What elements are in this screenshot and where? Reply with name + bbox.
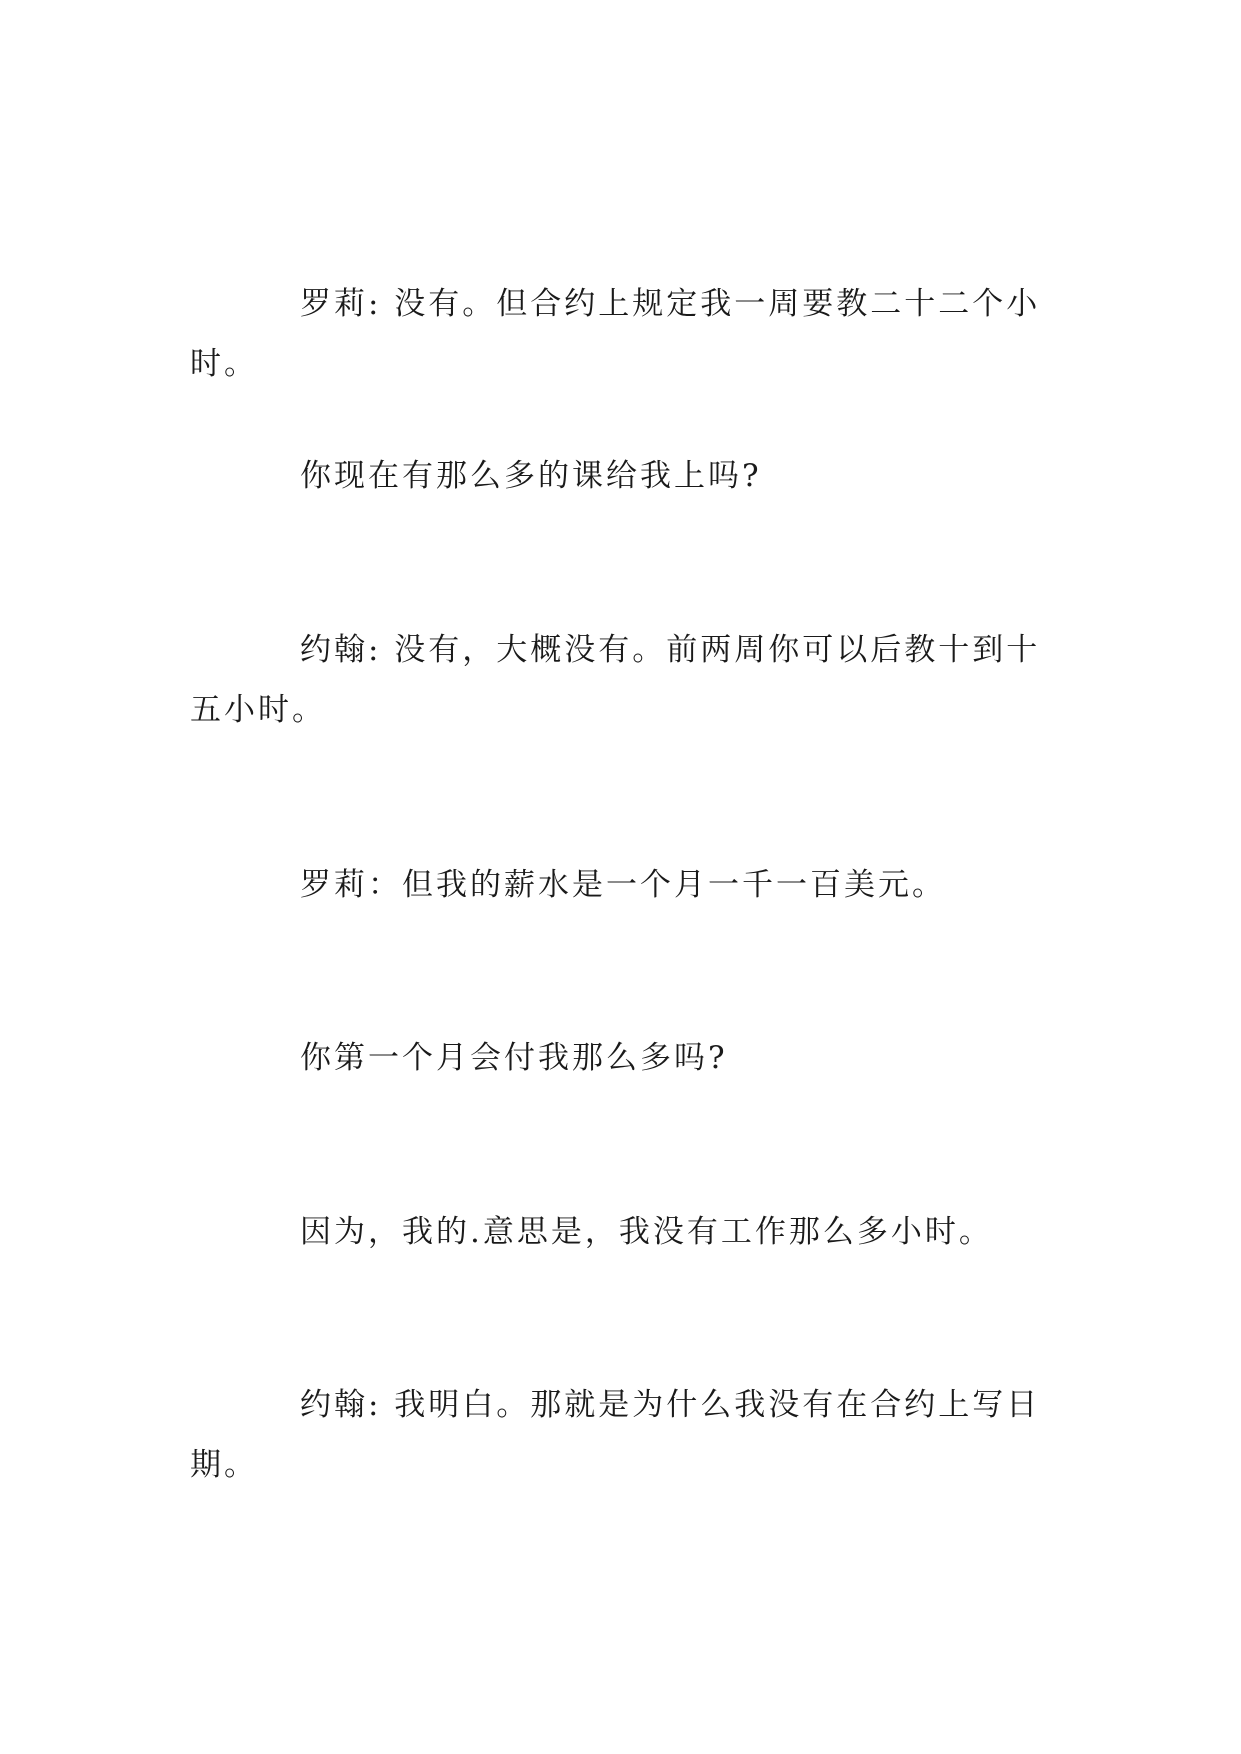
dialogue-paragraph-7: 约翰: 我明白。那就是为什么我没有在合约上写日期。: [190, 1387, 1041, 1483]
dialogue-paragraph-5: 你第一个月会付我那么多吗?: [300, 1040, 728, 1076]
dialogue-paragraph-1: 罗莉: 没有。但合约上规定我一周要教二十二个小时。: [190, 286, 1041, 382]
dialogue-paragraph-3: 约翰: 没有，大概没有。前两周你可以后教十到十五小时。: [190, 632, 1041, 728]
dialogue-paragraph-6: 因为，我的.意思是，我没有工作那么多小时。: [300, 1214, 993, 1250]
dialogue-paragraph-2: 你现在有那么多的课给我上吗?: [300, 458, 762, 494]
dialogue-paragraph-4: 罗莉：但我的薪水是一个月一千一百美元。: [300, 867, 946, 903]
